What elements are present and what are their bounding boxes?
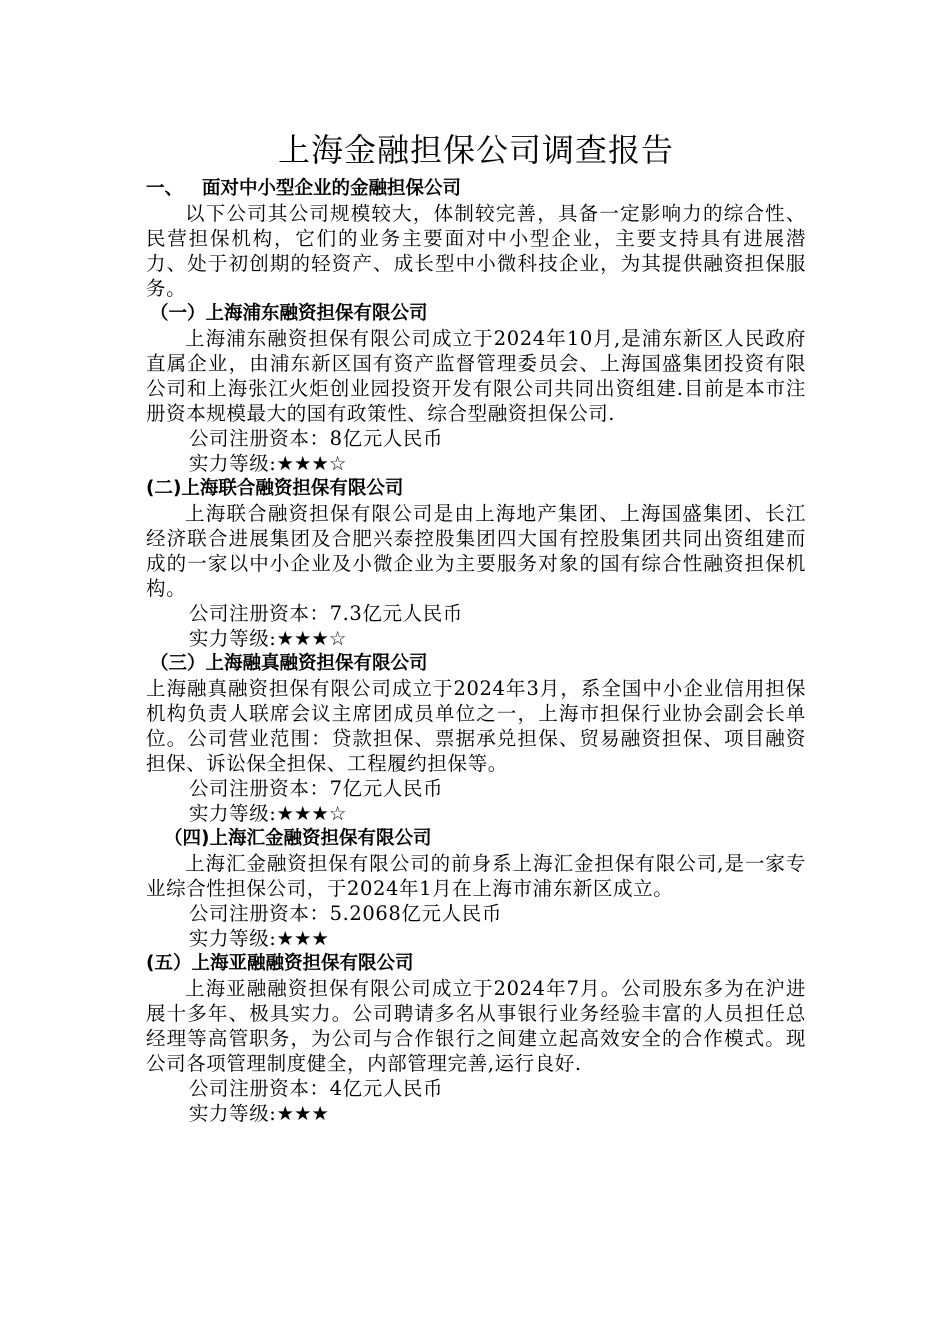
company-capital: 公司注册资本：7亿元人民币 — [188, 777, 444, 800]
company-rating — [146, 626, 806, 651]
company-rating — [146, 926, 806, 951]
company-capital: 公司注册资本：8亿元人民币 — [188, 427, 444, 450]
rating-stars: ★★★ — [276, 927, 329, 950]
company-rating — [146, 801, 806, 826]
section-heading — [146, 176, 806, 201]
rating-label: 实力等级: — [188, 627, 277, 650]
rating-label: 实力等级: — [188, 927, 277, 950]
rating-stars: ★★★☆ — [276, 452, 347, 475]
rating-stars: ★★★ — [276, 1102, 329, 1125]
rating-label: 实力等级: — [188, 452, 277, 475]
company-description: 上海亚融融资担保有限公司成立于2024年7月。公司股东多为在沪进展十多年、极具实力。公司聘请多名从事银行业务经验丰富的人员担任总经理等高管职务，为公司与合作银行之间建立起高效安全的合作模式。现公司各项管理制度健全，内部管理完善,运行良好. — [146, 977, 806, 1075]
company-capital: 公司注册资本：4亿元人民币 — [188, 1077, 444, 1100]
document-page — [146, 128, 806, 1126]
section-title: 面对中小型企业的金融担保公司 — [202, 178, 462, 199]
company-description: 上海融真融资担保有限公司成立于2024年3月，系全国中小企业信用担保机构负责人联席会议主席团成员单位之一，上海市担保行业协会副会长单位。公司营业范围：贷款担保、票据承兑担保、贸易融资担保、项目融资担保、诉讼保全担保、工程履约担保等。 — [146, 677, 806, 775]
rating-label: 实力等级: — [188, 1102, 277, 1125]
company-description: 上海浦东融资担保有限公司成立于2024年10月,是浦东新区人民政府直属企业，由浦东新区国有资产监督管理委员会、上海国盛集团投资有限公司和上海张江火炬创业园投资开发有限公司共同出资组建.目前是本市注册资本规模最大的国有政策性、综合型融资担保公司. — [146, 327, 806, 425]
company-heading: （四)上海汇金融资担保有限公司 — [164, 828, 432, 849]
company-heading: (二)上海联合融资担保有限公司 — [146, 478, 404, 499]
section-number: 一、 — [146, 178, 184, 199]
document-title: 上海金融担保公司调查报告 — [277, 131, 674, 169]
company-description: 上海汇金融资担保有限公司的前身系上海汇金担保有限公司,是一家专业综合性担保公司，于2024年1月在上海市浦东新区成立。 — [146, 852, 806, 900]
company-heading: (五）上海亚融融资担保有限公司 — [146, 953, 414, 974]
company-heading: （三）上海融真融资担保有限公司 — [150, 653, 428, 674]
company-capital: 公司注册资本：7.3亿元人民币 — [188, 602, 463, 625]
company-rating — [146, 451, 806, 476]
rating-stars: ★★★☆ — [276, 802, 347, 825]
section-intro: 以下公司其公司规模较大，体制较完善，具备一定影响力的综合性、民营担保机构，它们的业务主要面对中小型企业，主要支持具有进展潜力、处于初创期的轻资产、成长型中小微科技企业，为其提供融资担保服务。 — [146, 202, 806, 300]
rating-stars: ★★★☆ — [276, 627, 347, 650]
company-heading: （一）上海浦东融资担保有限公司 — [150, 303, 428, 324]
company-description: 上海联合融资担保有限公司是由上海地产集团、上海国盛集团、长江经济联合进展集团及合肥兴泰控股集团四大国有控股集团共同出资组建而成的一家以中小企业及小微企业为主要服务对象的国有综合性融资担保机构。 — [146, 502, 806, 600]
rating-label: 实力等级: — [188, 802, 277, 825]
company-rating — [146, 1101, 806, 1126]
company-capital: 公司注册资本：5.2068亿元人民币 — [188, 902, 502, 925]
